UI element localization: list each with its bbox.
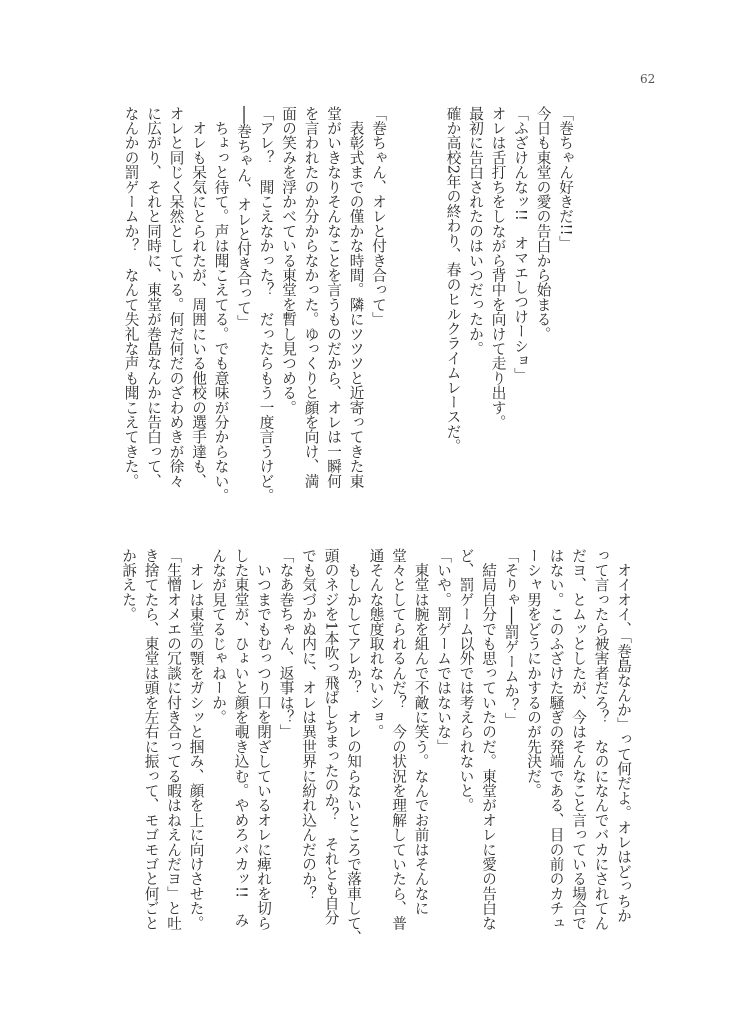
- text-line: 今日も東堂の愛の告白から始まる。: [534, 106, 552, 342]
- text-line: 表彰式までの僅かな時間。隣にツツツと近寄ってきた東: [347, 106, 365, 489]
- page-number: 62: [640, 72, 656, 86]
- text-line: き捨てたら、東堂は頭を左右に振って、モゴモゴと何ごと: [142, 548, 160, 931]
- text-line: もしかしてアレか？ オレの知らないところで落車して、: [345, 548, 362, 945]
- text-block-top-second: [119, 106, 389, 506]
- text-line: 面の笑みを浮かべている東堂を暫し見つめる。: [280, 106, 297, 415]
- text-line: オレは東堂の顎をガシッと掴み、顔を上に向けさせた。: [187, 548, 205, 931]
- text-line: 「いや。罰ゲームではないな」: [435, 548, 452, 754]
- text-line: 結局自分でも思っていたのだ。東堂がオレに愛の告白な: [480, 548, 497, 931]
- text-line: 最初に告白されたのはいつだったか。: [467, 106, 484, 356]
- text-block-top-first: [441, 106, 576, 506]
- text-line: 確か高校2年の終わり、春のヒルクライムレースだ。: [444, 106, 462, 454]
- text-line: 通そんな態度取れないショ。: [367, 548, 385, 740]
- text-line: 東堂は腕を組んで不敵に笑う。なんでお前はそんなに: [412, 548, 430, 916]
- text-line: に広がり、それと同時に、東堂が巻島なんかに告白って、: [145, 106, 162, 489]
- text-line: オレは舌打ちをしながら背中を向けて走り出す。: [489, 106, 507, 430]
- text-line: ──巻ちゃん、オレと付き合って」: [235, 106, 252, 330]
- text-line: はない。このふざけた騒ぎの発端である、目の前のカチュ: [547, 548, 565, 931]
- text-line: オレと同じく呆然としている。何だ何だのざわめきが徐々: [167, 106, 185, 489]
- text-line: 「アレ？ 聞こえなかった？ だったらもう一度言うけど。: [257, 106, 275, 503]
- text-line: 「生憎オメエの冗談に付き合ってる暇はねえんだヨ」と吐: [165, 548, 182, 931]
- text-line: 「ふざけんなッ!! オマエしつけーショ」: [512, 106, 529, 383]
- text-line: だヨ、とムッとしたが、今はそんなこと言っている場合で: [570, 548, 587, 931]
- text-line: した東堂が、ひょいと顔を覗き込む。やめろバカッ!! み: [232, 548, 250, 928]
- text-line: 「そりゃ──罰ゲームか？」: [502, 548, 520, 728]
- text-line: んなが見てるじゃねーか。: [210, 548, 227, 725]
- text-line: 「なあ巻ちゃん、返事は？」: [277, 548, 295, 740]
- text-line: ど、罰ゲーム以外では考えられないと。: [457, 548, 475, 813]
- text-line: 堂がいきなりそんなことを言うものだから、オレは一瞬何: [325, 106, 342, 489]
- text-line: ーシャ男をどうにかするのが先決だ。: [525, 548, 542, 798]
- text-line: 頭のネジを1本吹っ飛ばしちまったのか？ それとも自分: [322, 548, 340, 925]
- text-line: でも気づかぬ内に、オレは異世界に紛れ込んだのか？: [300, 548, 317, 901]
- text-line: を言われたのか分からなかった。ゆっくりと顔を向け、満: [302, 106, 320, 489]
- text-block-bottom: [117, 548, 635, 948]
- text-line: オレも呆気にとられたが、周囲にいる他校の選手達も、: [190, 106, 207, 489]
- text-line: か訴えた。: [120, 548, 137, 622]
- text-line: オイオイ、「巻島なんか」って何だよ。オレはどっちか: [615, 548, 632, 923]
- text-line: 堂々としてられるんだ？ 今の状況を理解していたら、普: [390, 548, 407, 931]
- text-line: って言ったら被害者だろ？ なのになんでバカにされてん: [592, 548, 610, 931]
- text-line: 「巻ちゃん、オレと付き合って」: [370, 106, 387, 327]
- text-line: なんかの罰ゲームか？ なんて失礼な声も聞こえてきた。: [122, 106, 140, 489]
- text-line: ちょっと待て。声は聞こえてる。でも意味が分からない。: [212, 106, 230, 503]
- text-line: いつまでもむっつり口を閉ざしているオレに痺れを切ら: [255, 548, 272, 931]
- text-line: 「巻ちゃん好きだ!!」: [557, 106, 574, 251]
